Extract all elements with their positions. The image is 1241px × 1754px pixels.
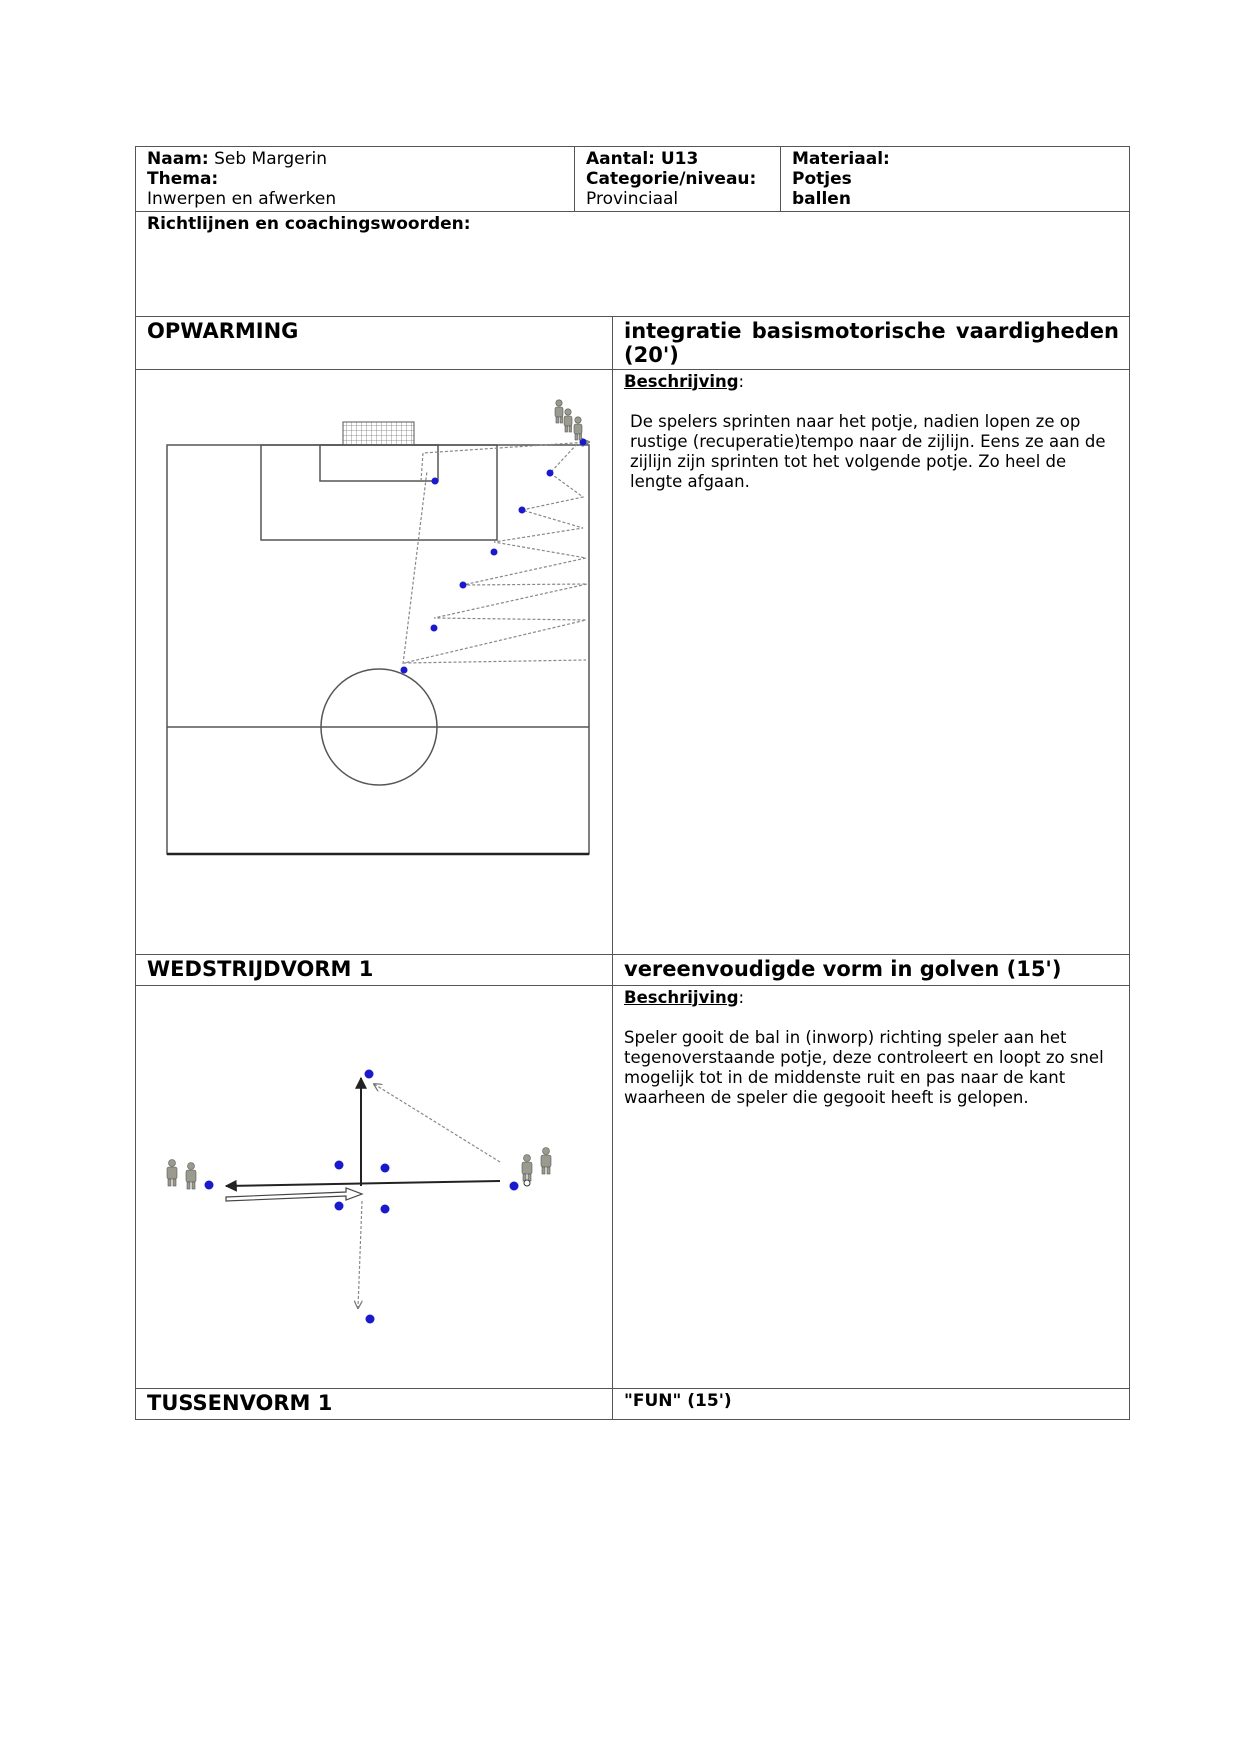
thema-value: Inwerpen en afwerken [147, 189, 337, 209]
dashed-path [358, 1201, 362, 1308]
categorie-value: Provinciaal [586, 189, 679, 209]
categorie-label: Categorie/niveau: [586, 169, 757, 189]
cone-icon [365, 1069, 374, 1078]
goal-area [320, 445, 438, 481]
cone-icon [381, 1204, 390, 1213]
header-table [135, 146, 1130, 317]
run-arrow [226, 1188, 362, 1201]
description-label: Beschrijving [624, 371, 739, 391]
player-group-icon [555, 399, 582, 439]
section-subtitle: "FUN" (15') [613, 1388, 1130, 1419]
richtlijnen-cell [136, 212, 1130, 317]
materiaal-item: Potjes [792, 169, 852, 189]
cone-icon [510, 1181, 519, 1190]
goal-net [343, 422, 414, 445]
warmup-diagram [136, 370, 613, 950]
run-path [403, 471, 427, 664]
run-path [421, 442, 589, 481]
pitch-outline [167, 445, 589, 854]
section-title: OPWARMING [136, 316, 613, 369]
exercise-table [135, 316, 1130, 1420]
description-text: De spelers sprinten naar het potje, nadien lopen ze op rustige (recuperatie)tempo naar de zijlijn. Eens ze aan de zijlijn zijn sprinten tot het volgende potje. Zo heel de lengte afgaan. [630, 411, 1106, 491]
diagram-cell [136, 985, 613, 1388]
section-subtitle-text: integratie basismotorische vaardigheden (20') [624, 318, 1119, 367]
aantal-categorie-cell [575, 147, 781, 212]
description-label: Beschrijving [624, 987, 739, 1007]
cone-icon [205, 1180, 214, 1189]
naam-thema-cell [136, 147, 575, 212]
cones [401, 438, 587, 673]
cone-icon [460, 581, 467, 588]
cone-icon [432, 477, 439, 484]
description-cell: Beschrijving: Speler gooit de bal in (inworp) richting speler aan het tegenoverstaande potje, deze controleert en loopt zo snel mogelijk tot in de middenste ruit en pas naar de kant waarheen de speler die gegooit heeft is gelopen. [613, 985, 1130, 1388]
materiaal-item: ballen [792, 189, 851, 209]
materiaal-label: Materiaal: [792, 149, 890, 169]
aantal-label: Aantal: U13 [586, 149, 699, 169]
thema-label: Thema: [147, 169, 219, 189]
pass-arrow [226, 1181, 500, 1186]
cone-icon [335, 1201, 344, 1210]
cone-icon [519, 506, 526, 513]
player-group-icon [522, 1147, 551, 1181]
diagram-cell [136, 369, 613, 954]
naam-value: Seb Margerin [214, 149, 328, 169]
cone-icon [335, 1160, 344, 1169]
cone-icon [381, 1163, 390, 1172]
ball-icon [524, 1180, 530, 1186]
section-title: WEDSTRIJDVORM 1 [136, 954, 613, 985]
cone-icon [401, 666, 408, 673]
penalty-box [261, 445, 497, 540]
session-sheet [135, 146, 1129, 1420]
materiaal-cell [781, 147, 1130, 212]
cone-icon [547, 469, 554, 476]
section-subtitle [613, 316, 1130, 369]
description-text: Speler gooit de bal in (inworp) richting speler aan het tegenoverstaande potje, deze controleert en loopt zo snel mogelijk tot in de middenste ruit en pas naar de kant waarheen de speler die gegooit heeft is gelopen. [624, 1027, 1104, 1107]
cone-icon [491, 548, 498, 555]
match-diagram [136, 986, 613, 1384]
dashed-path [374, 1084, 500, 1162]
cone-icon [431, 624, 438, 631]
richtlijnen-label: Richtlijnen en coachingswoorden: [147, 214, 471, 234]
description-cell: Beschrijving: De spelers sprinten naar het potje, nadien lopen ze op rustige (recuperatie)tempo naar de zijlijn. Eens ze aan de zijlijn zijn sprinten tot het volgende potje. Zo heel de lengte afgaan. [613, 369, 1130, 954]
cone-icon [366, 1314, 375, 1323]
player-group-icon [167, 1159, 196, 1189]
naam-label: Naam: [147, 149, 209, 169]
section-subtitle: vereenvoudigde vorm in golven (15') [613, 954, 1130, 985]
section-title: TUSSENVORM 1 [136, 1388, 613, 1419]
